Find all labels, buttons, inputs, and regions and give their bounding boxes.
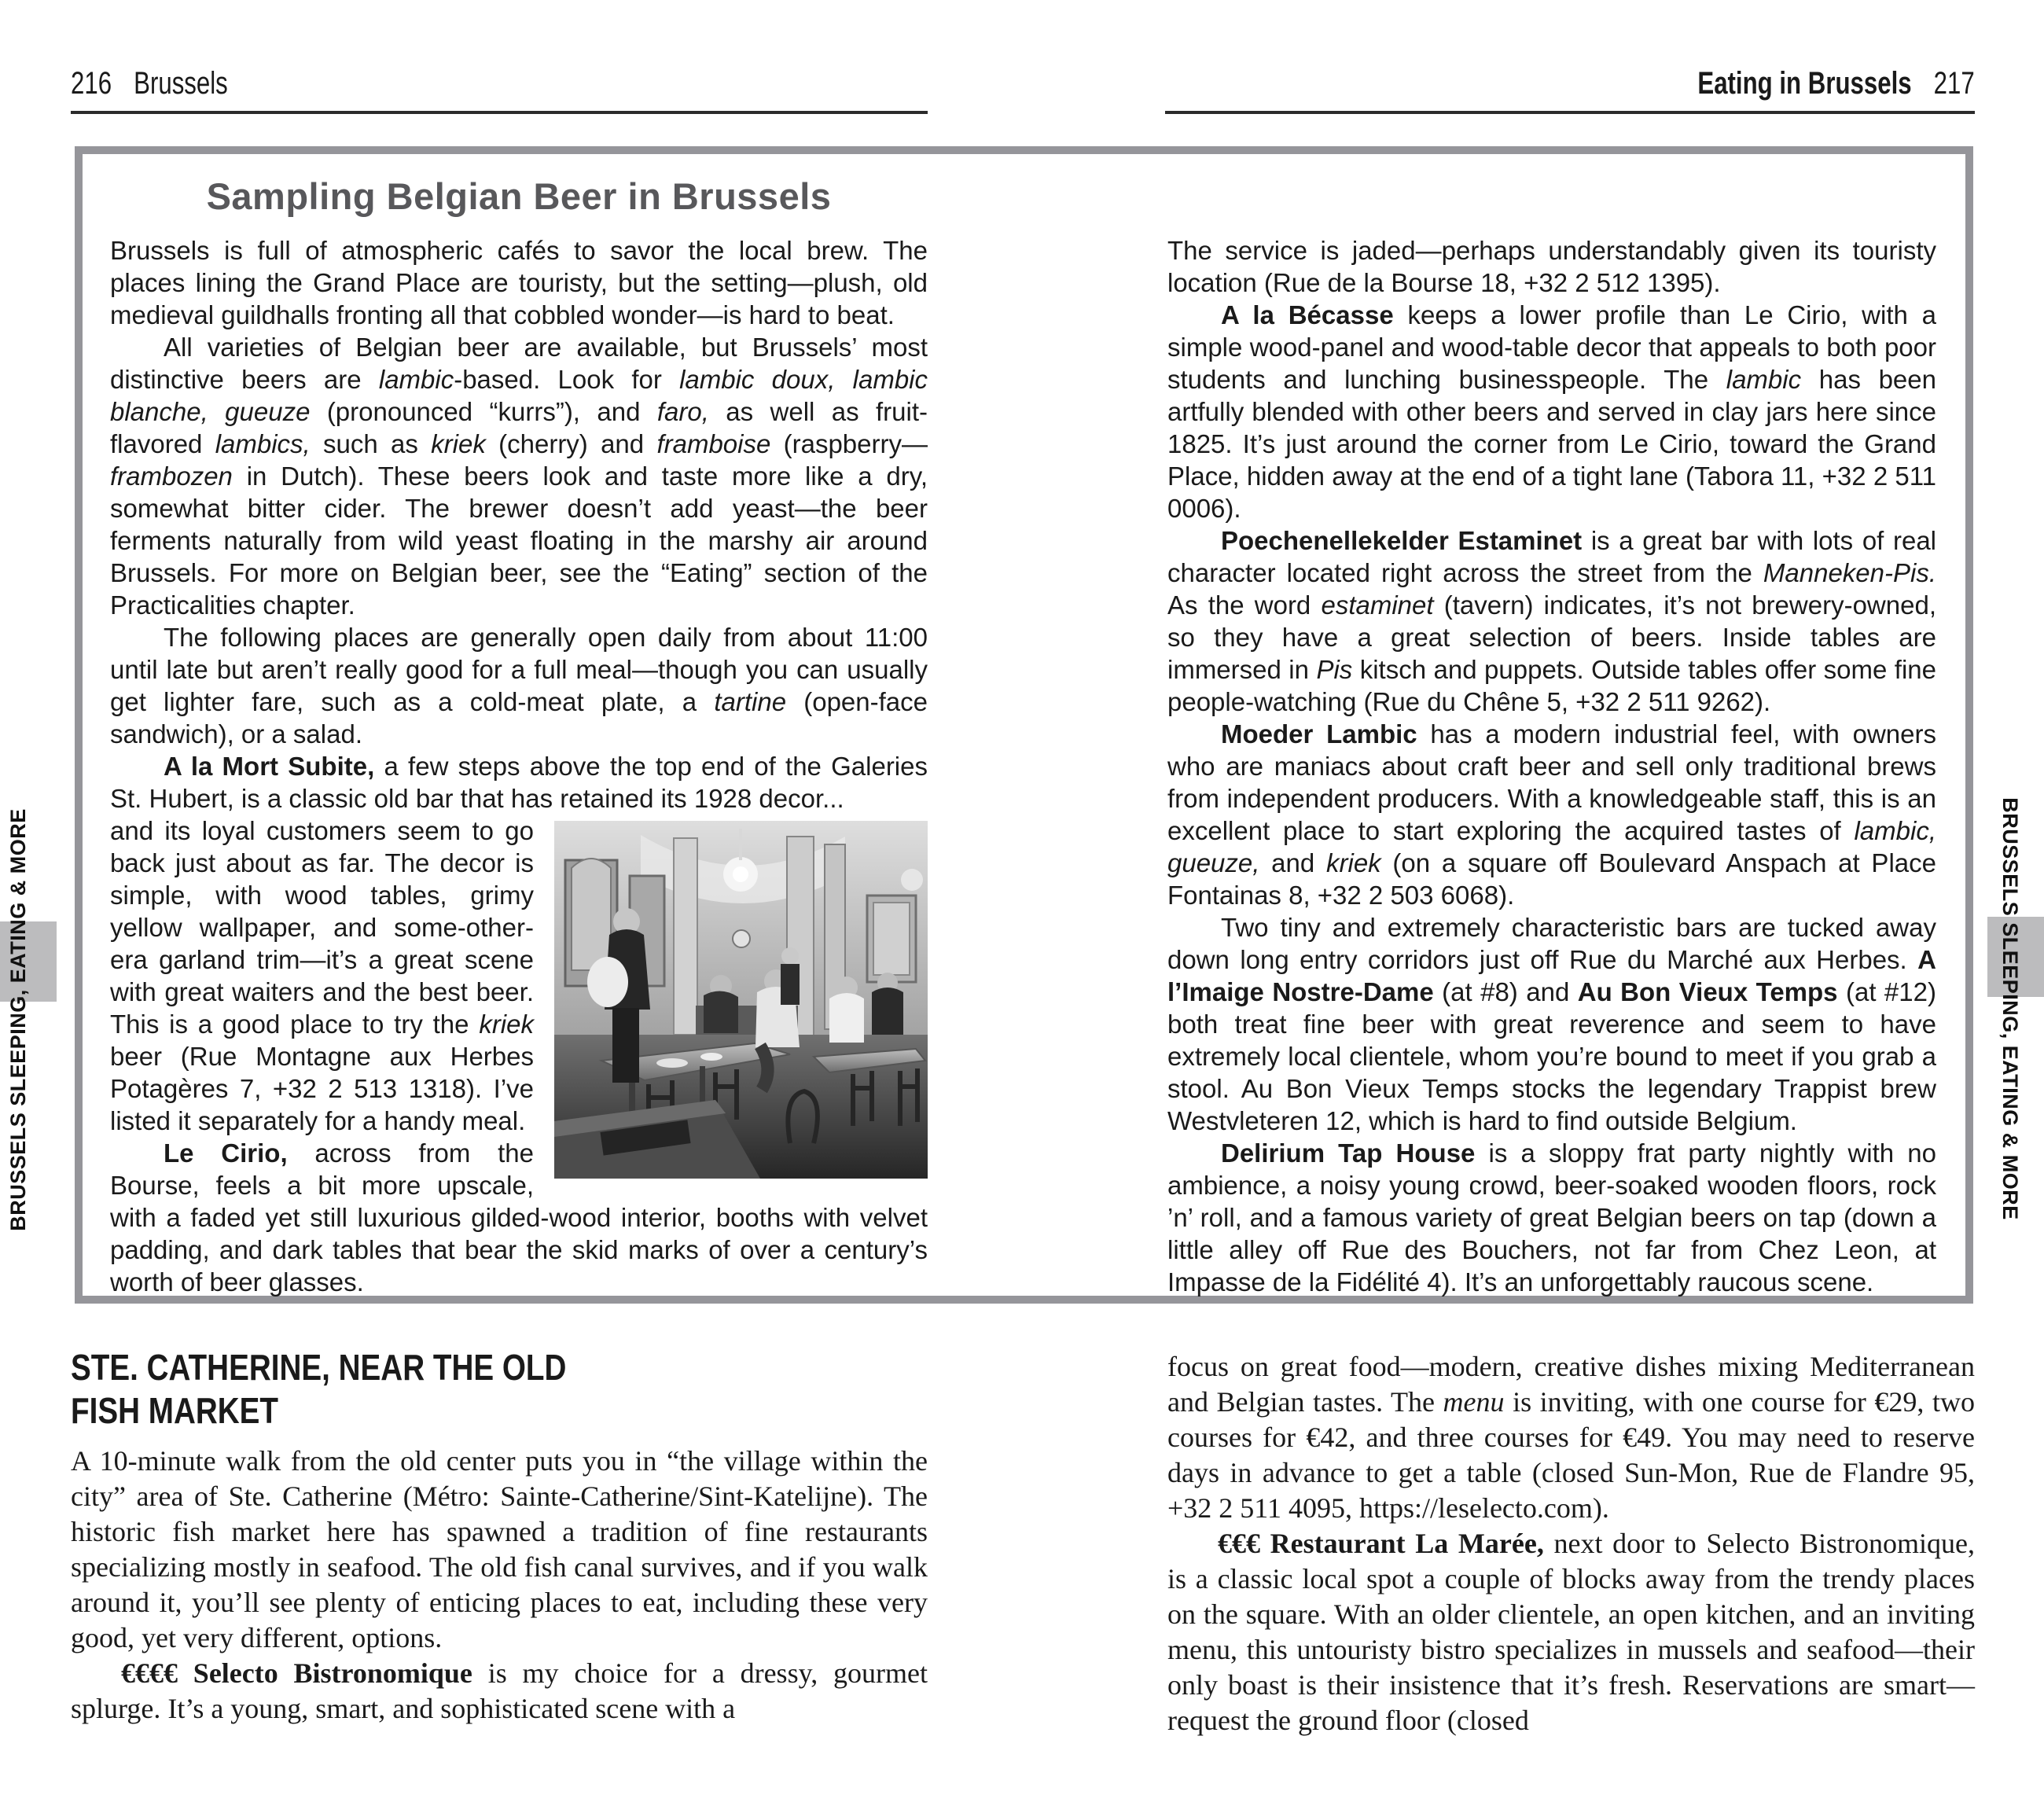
paragraph xyxy=(110,331,928,621)
paragraph xyxy=(1167,1349,1975,1526)
paragraph xyxy=(1167,1526,1975,1738)
text-run: A 10-minute walk from the old center puts you in “the village within the city” area of Ste. Catherine (Métro: Sainte-Catherine/Sint-Katelijne). The historic fish market here has spawned a tradition of fine restaurants specializing mostly in seafood. The old fish canal survives, and if you walk around it, you’ll see plenty of enticing places to eat, including these very good, yet very different, options. xyxy=(71,1445,928,1653)
header-rule-left xyxy=(71,111,928,114)
running-head-right xyxy=(1698,66,1975,101)
sidebar-right-column xyxy=(1167,234,1936,1298)
bold-text-run: Au Bon Vieux Temps xyxy=(1577,977,1838,1006)
bold-text-run: A l’Imaige Nostre-Dame xyxy=(1167,945,1936,1006)
text-run: has a modern industrial feel, with owners who are maniacs about craft beer and sell only traditional brews from independent producers. With a knowledgeable staff, this is an excellent place to start exploring the acquired tastes of xyxy=(1167,719,1936,845)
italic-text-run: Manneken-Pis. xyxy=(1763,558,1936,587)
page-number-right: 217 xyxy=(1933,66,1975,101)
italic-text-run: lambic xyxy=(1726,365,1802,394)
sidebar-left-intro xyxy=(110,234,928,815)
paragraph xyxy=(1167,718,1936,911)
text-run: -based. Look for xyxy=(454,365,680,394)
text-run: beer (Rue Montagne aux Herbes Potagères 7, +32 2 513 1318). I’ve listed it separately for a handy meal. xyxy=(110,1042,534,1135)
italic-text-run: estaminet xyxy=(1321,590,1434,620)
text-run: (at #8) and xyxy=(1433,977,1578,1006)
text-run: (pronounced “kurrs”), and xyxy=(310,397,657,426)
text-run: (at #12) both treat fine beer with great reverence and seem to have extremely local clientele, whom you’re bound to meet if you grab a stool. Au Bon Vieux Temps stocks the legendary Trappist brew Westvleteren 12, which is hard to find outside Belgium. xyxy=(1167,977,1936,1135)
text-run: in Dutch). These beers look and taste more like a dry, somewhat bitter cider. The brewer doesn’t add yeast—the beer ferments naturally from wild yeast floating in the marshy air around Brussels. For more on Belgian beer, see the “Eating” section of the Practicalities chapter. xyxy=(110,462,928,620)
paragraph xyxy=(1167,299,1936,524)
text-run: (open-face sandwich), or a salad. xyxy=(110,687,928,749)
paragraph xyxy=(110,750,928,815)
bold-text-run: €€€ Restaurant La Marée, xyxy=(1218,1528,1544,1559)
side-tab-left: BRUSSELS SLEEPING, EATING & MORE xyxy=(6,808,30,1231)
sidebar-title: Sampling Belgian Beer in Brussels xyxy=(206,175,832,217)
bold-text-run: Moeder Lambic xyxy=(1221,719,1417,749)
italic-text-run: tartine xyxy=(714,687,787,716)
text-run: a few steps above the top end of the Galeries St. Hubert, is a classic old bar that has retained its 1928 decor... xyxy=(110,752,928,813)
text-run: (raspberry— xyxy=(770,429,928,458)
paragraph xyxy=(71,1444,928,1656)
text-run: All varieties of Belgian beer are available, but Brussels’ most distinctive beers are xyxy=(110,333,928,394)
section-heading xyxy=(71,1346,791,1433)
section-heading-line1: STE. CATHERINE, NEAR THE OLD xyxy=(71,1347,567,1388)
italic-text-run: menu xyxy=(1443,1386,1505,1418)
italic-text-run: lambic xyxy=(378,365,454,394)
bold-text-run: Le Cirio, xyxy=(164,1138,288,1168)
paragraph xyxy=(1167,1137,1936,1298)
section-heading-line2: FISH MARKET xyxy=(71,1390,279,1431)
bold-text-run: A la Mort Subite, xyxy=(164,752,375,781)
paragraph xyxy=(110,234,928,331)
italic-text-run: Pis xyxy=(1316,655,1353,684)
text-run: and its loyal customers seem to go back just about as far. The decor is simple, with wood tables, grimy yellow wallpaper, and some-other-era garland trim—it’s a great scene with great waiters and the best beer. This is a good place to try the xyxy=(110,816,534,1039)
text-run: has been artfully blended with other beers and served in clay jars here since 1825. It’s just around the corner from Le Cirio, toward the Grand Place, hidden away at the end of a tight lane (Tabora 11, +32 2 511 0006). xyxy=(1167,365,1936,523)
text-run: (tavern) indicates, it’s not brewery-owned, so they have a great selection of beers. Inside tables are immersed in xyxy=(1167,590,1936,684)
section-body-right xyxy=(1167,1349,1975,1738)
text-run: across from the Bourse, feels a bit more upscale, with a faded yet still luxurious gilded-wood interior, booths with velvet padding, and dark tables that bear the skid marks of over a century’s worth of beer glasses. xyxy=(110,1138,928,1297)
text-run: The following places are generally open daily from about 11:00 until late but aren’t really good for a full meal—though you can usually get lighter fare, such as a cold-meat plate, a xyxy=(110,623,928,716)
paragraph xyxy=(1167,911,1936,1137)
sidebar-left-column xyxy=(110,234,928,1298)
section-ste-catherine xyxy=(71,1346,928,1727)
chapter-title: Brussels xyxy=(134,66,228,101)
italic-text-run: framboise xyxy=(656,429,771,458)
italic-text-run: kriek xyxy=(431,429,486,458)
italic-text-run: lambics, xyxy=(215,429,311,458)
paragraph xyxy=(110,621,928,750)
text-run: As the word xyxy=(1167,590,1322,620)
page-number-left: 216 xyxy=(71,66,112,101)
text-run: focus on great food—modern, creative dishes mixing Mediterranean and Belgian tastes. The xyxy=(1167,1351,1975,1418)
text-run: Brussels is full of atmospheric cafés to savor the local brew. The places lining the Grand Place are touristy, but the setting—plush, old medieval guildhalls fronting all that cobbled wonder—is hard to beat. xyxy=(110,236,928,329)
bold-text-run: Poechenellekelder Estaminet xyxy=(1221,526,1583,555)
text-run: is inviting, with one course for €29, two courses for €42, and three courses for €49. You may need to reserve days in advance to get a table (closed Sun-Mon, Rue de Flandre 95, +32 2 511 4095, https://leselecto.com). xyxy=(1167,1386,1975,1524)
text-run: such as xyxy=(310,429,432,458)
text-run: next door to Selecto Bistronomique, is a classic local spot a couple of blocks away from the trendy places on the square. With an older clientele, an open kitchen, and an inviting menu, this untouristy bistro specializes in mussels and seafood—their only boast is their insistence that it’s fresh. Reservations are smart—request the ground floor (closed xyxy=(1167,1528,1975,1736)
running-head-left xyxy=(71,66,228,101)
italic-text-run: lambic, gueuze, xyxy=(1167,816,1936,877)
text-run: (on a square off Boulevard Anspach at Place Fontainas 8, +32 2 503 6068). xyxy=(1167,848,1936,910)
text-run: as well as fruit-flavored xyxy=(110,397,928,458)
italic-text-run: kriek xyxy=(479,1010,534,1039)
text-run: keeps a lower profile than Le Cirio, with a simple wood-panel and wood-table decor that appeals to both poor students and lunching businesspeople. The xyxy=(1167,300,1936,394)
italic-text-run: frambozen xyxy=(110,462,233,491)
text-run: is a sloppy frat party nightly with no ambience, a noisy young crowd, beer-soaked wooden floors, rock ’n’ roll, and a famous variety of great Belgian beers on tap (down a little alley off Rue des Bouchers, not far from Chez Leon, at Impasse de la Fidélité 4). It’s an unforgettably raucous scene. xyxy=(1167,1138,1936,1297)
bold-text-run: A la Bécasse xyxy=(1221,300,1394,329)
header-rule-right xyxy=(1165,111,1975,114)
side-tab-right: BRUSSELS SLEEPING, EATING & MORE xyxy=(1998,797,2022,1220)
bold-text-run: Delirium Tap House xyxy=(1221,1138,1476,1168)
italic-text-run: faro, xyxy=(656,397,709,426)
text-run: (cherry) and xyxy=(485,429,657,458)
paragraph xyxy=(1167,234,1936,299)
section-title: Eating in Brussels xyxy=(1697,66,1912,101)
sidebar-left-wrapzone xyxy=(110,815,928,1298)
text-run: Two tiny and extremely characteristic bars are tucked away down long entry corridors just off Rue du Marché aux Herbes. xyxy=(1167,913,1936,974)
italic-text-run: lambic doux, lambic blanche, gueuze xyxy=(110,365,928,426)
text-run: is my choice for a dressy, gourmet splurge. It’s a young, smart, and sophisticated scene with a xyxy=(71,1657,928,1724)
text-run: The service is jaded—perhaps understandably given its touristy location (Rue de la Bourse 18, +32 2 512 1395). xyxy=(1167,236,1936,297)
cafe-interior-photo xyxy=(554,821,928,1179)
paragraph xyxy=(71,1656,928,1727)
text-run: and xyxy=(1259,848,1326,877)
text-run: kitsch and puppets. Outside tables offer some fine people-watching (Rue du Chêne 5, +32 2 511 9262). xyxy=(1167,655,1936,716)
section-body-left xyxy=(71,1444,928,1727)
bold-text-run: €€€€ Selecto Bistronomique xyxy=(121,1657,472,1689)
text-run: is a great bar with lots of real character located right across the street from the xyxy=(1167,526,1937,587)
paragraph xyxy=(1167,524,1936,718)
italic-text-run: kriek xyxy=(1326,848,1381,877)
